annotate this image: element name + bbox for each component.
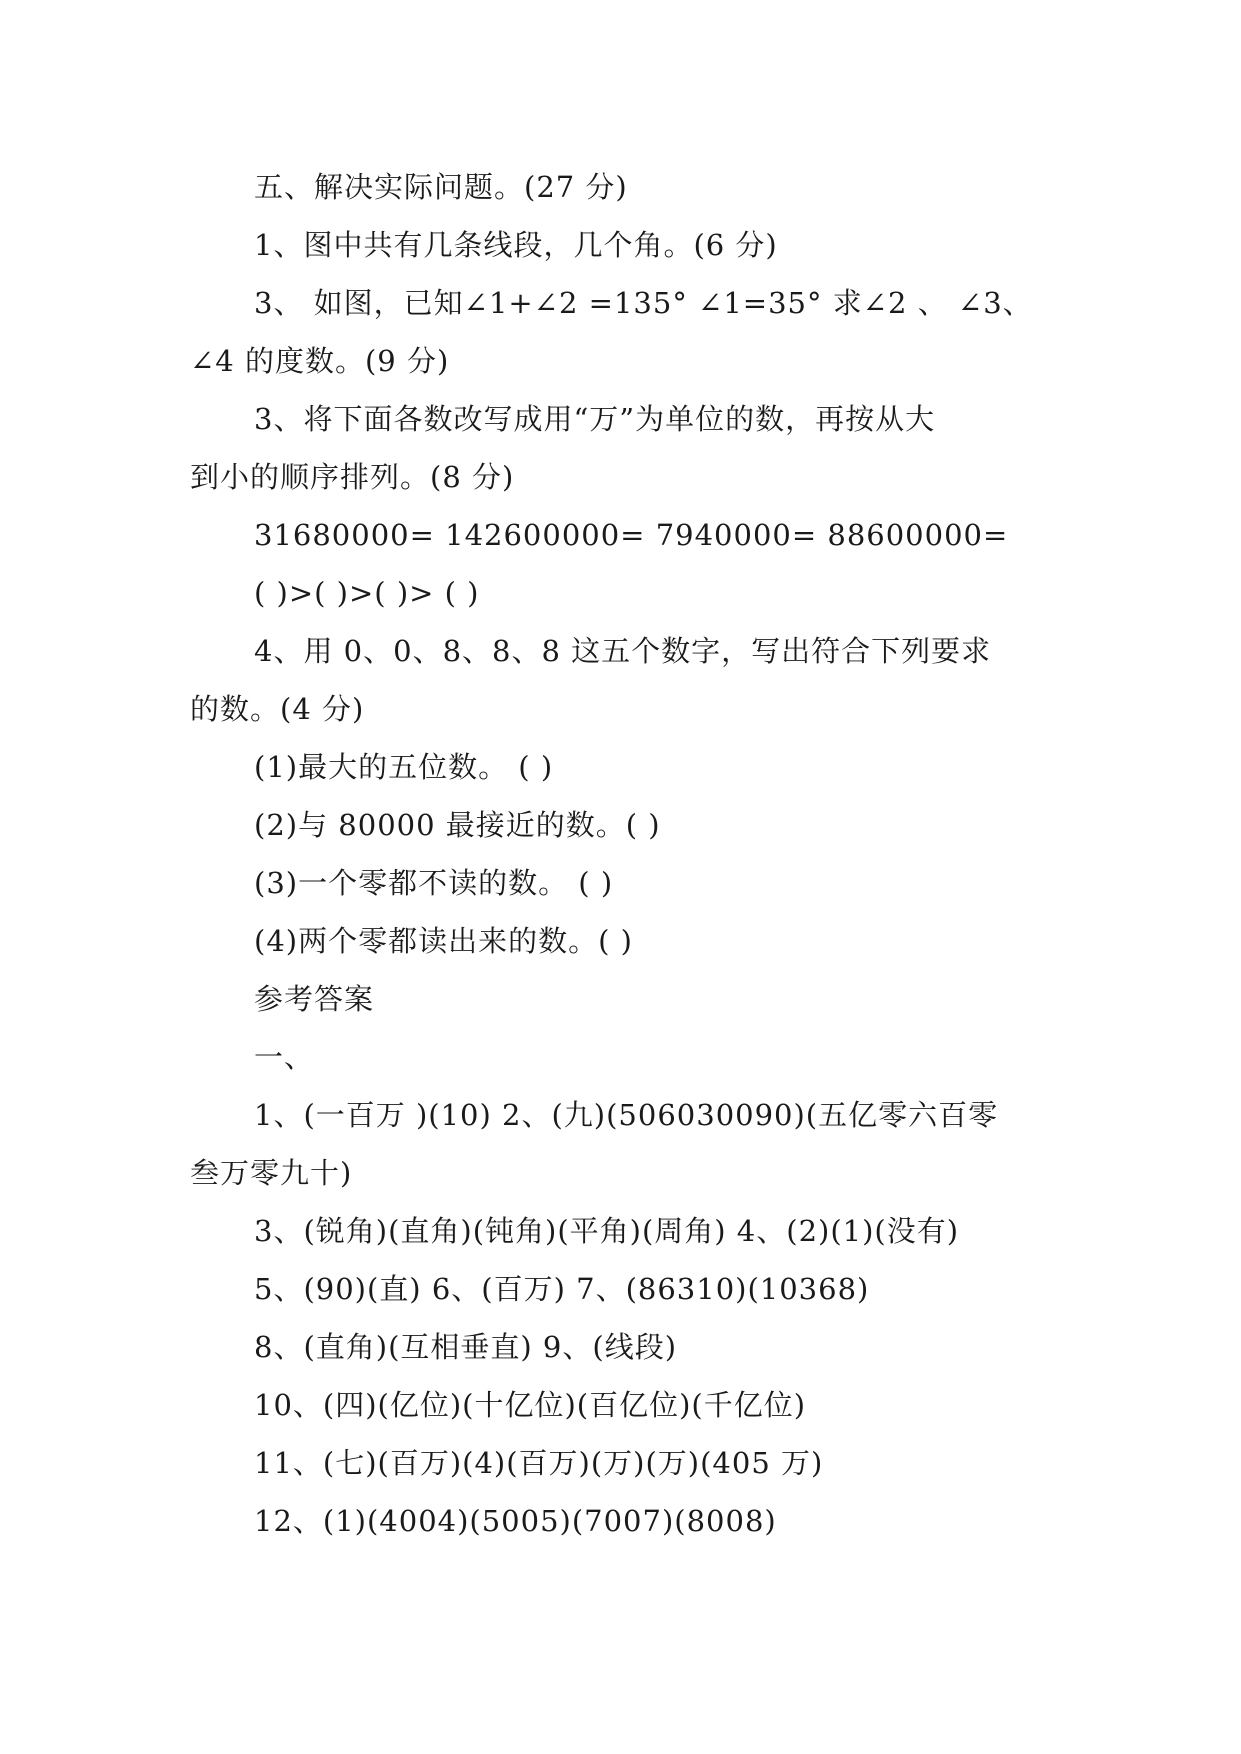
- question-line: 1、图中共有几条线段，几个角。(6 分): [254, 228, 778, 262]
- answer-line: 10、(四)(亿位)(十亿位)(百亿位)(千亿位): [254, 1388, 807, 1422]
- ordering-blanks-line: ( )>( )>( )> ( ): [254, 576, 480, 610]
- sub-question-line: (3)一个零都不读的数。 ( ): [254, 866, 614, 900]
- answer-line: 3、(锐角)(直角)(钝角)(平角)(周角) 4、(2)(1)(没有): [254, 1214, 960, 1248]
- sub-question-line: (4)两个零都读出来的数。( ): [254, 924, 633, 958]
- answer-line: 8、(直角)(互相垂直) 9、(线段): [254, 1330, 678, 1364]
- question-line: 4、用 0、0、8、8、8 这五个数字，写出符合下列要求: [254, 634, 992, 668]
- document-body: [190, 158, 1060, 1550]
- sub-question-line: (1)最大的五位数。 ( ): [254, 750, 554, 784]
- answer-line-continued: 叁万零九十): [190, 1156, 353, 1190]
- number-list-line: 31680000= 142600000= 7940000= 88600000=: [254, 518, 1009, 552]
- answer-section-label: 一、: [254, 1040, 315, 1074]
- answer-key-heading: 参考答案: [254, 982, 375, 1016]
- question-line-continued: 到小的顺序排列。(8 分): [190, 460, 515, 494]
- question-line-continued: ∠4 的度数。(9 分): [190, 344, 450, 378]
- answer-line: 12、(1)(4004)(5005)(7007)(8008): [254, 1504, 777, 1538]
- question-line-continued: 的数。(4 分): [190, 692, 365, 726]
- sub-question-line: (2)与 80000 最接近的数。( ): [254, 808, 661, 842]
- question-line: 3、 如图，已知∠1+∠2 =135° ∠1=35° 求∠2 、 ∠3、: [254, 286, 1033, 320]
- answer-line: 11、(七)(百万)(4)(百万)(万)(万)(405 万): [254, 1446, 824, 1480]
- question-line: 3、将下面各数改写成用“万”为单位的数，再按从大: [254, 402, 936, 436]
- answer-line: 1、(一百万 )(10) 2、(九)(506030090)(五亿零六百零: [254, 1098, 999, 1132]
- section-heading: 五、解决实际问题。(27 分): [254, 170, 628, 204]
- answer-line: 5、(90)(直) 6、(百万) 7、(86310)(10368): [254, 1272, 870, 1306]
